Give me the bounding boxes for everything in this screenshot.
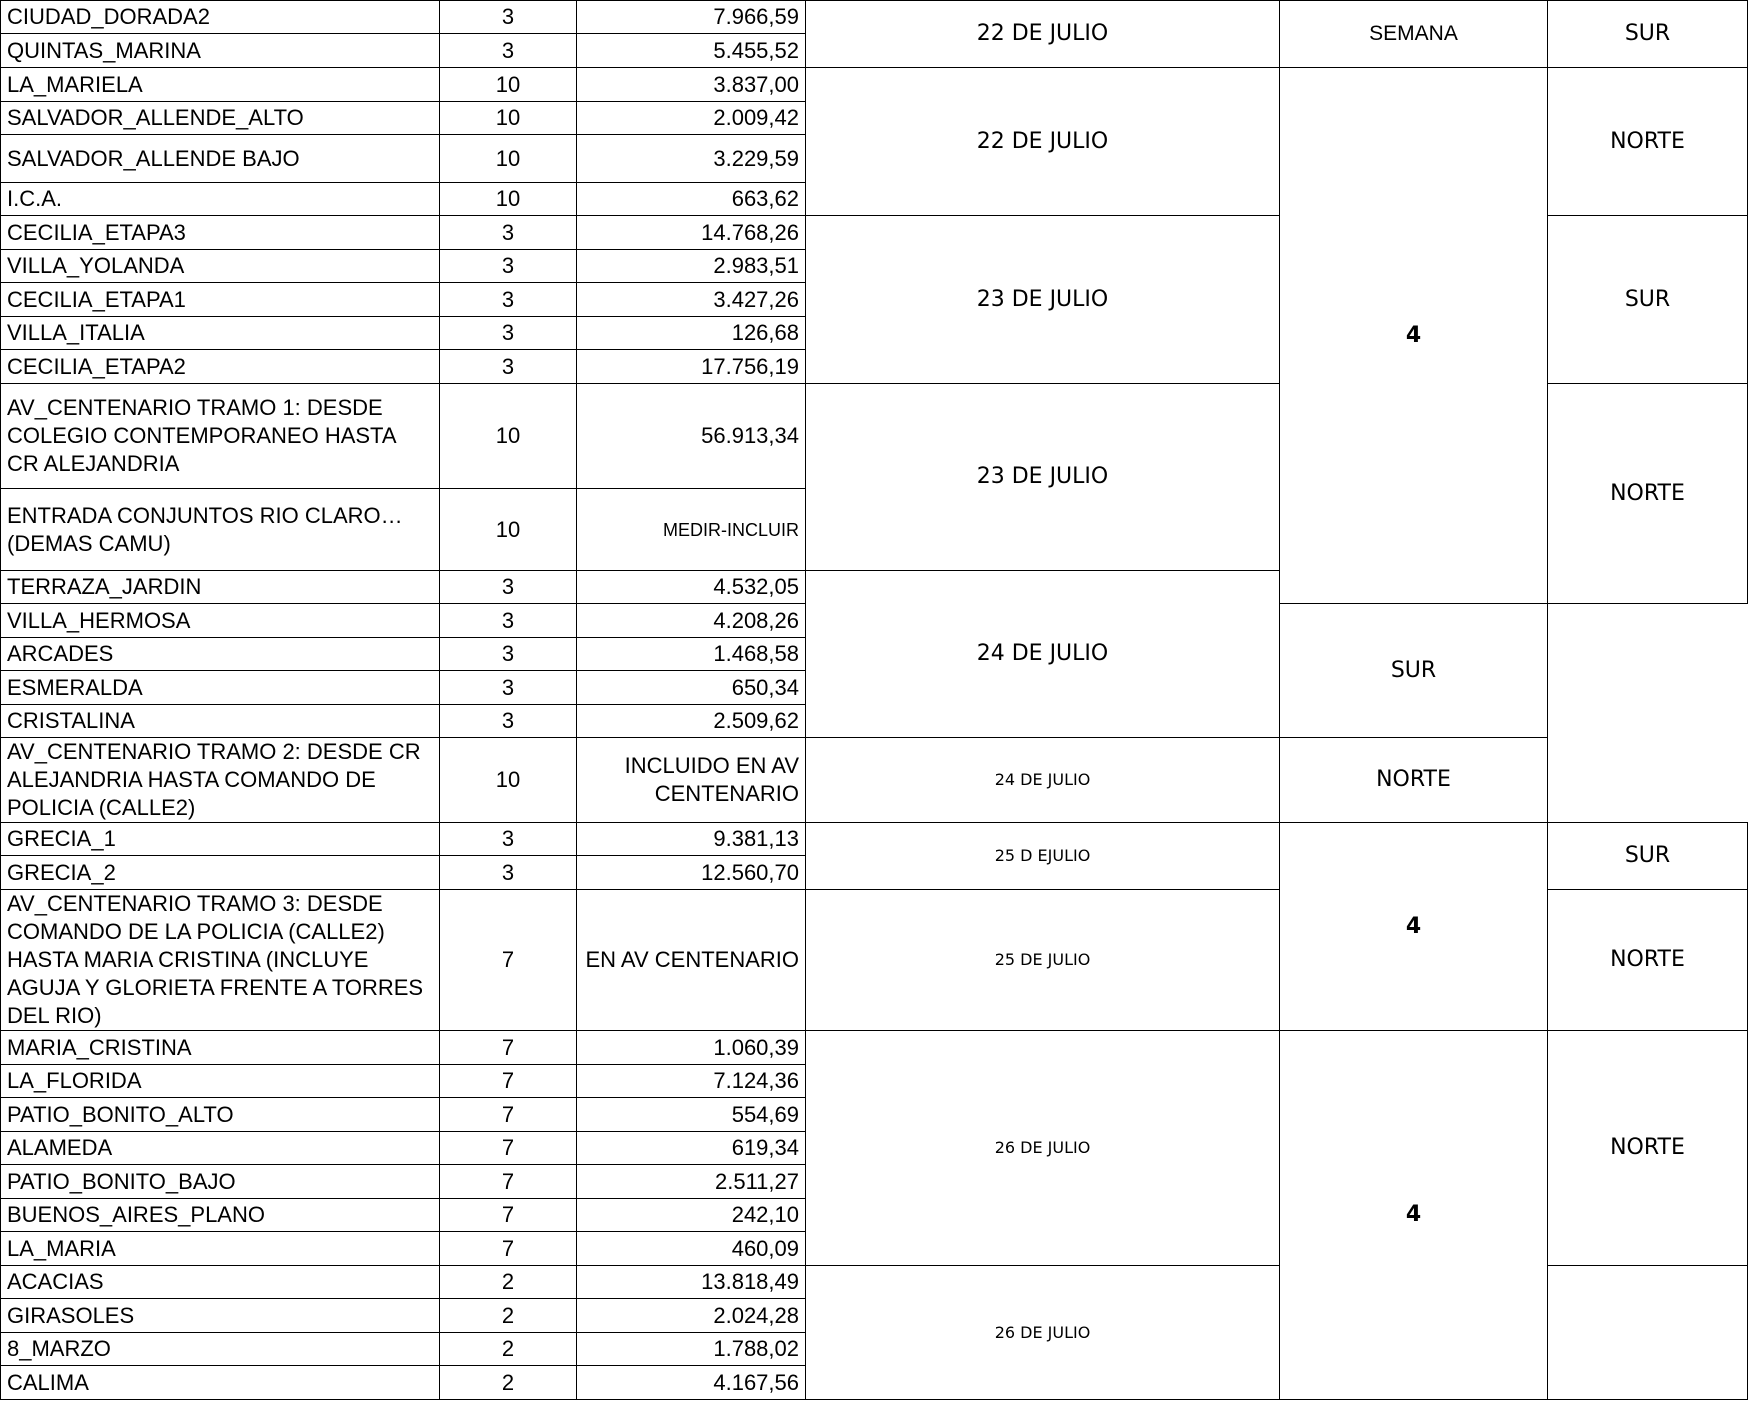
table-row [1,68,1748,102]
sector-area: 4.167,56 [577,1366,806,1400]
sector-code: 10 [440,102,577,135]
zone-cell: SUR [1280,604,1548,738]
sector-area: 9.381,13 [577,823,806,856]
sector-name: PATIO_BONITO_BAJO [1,1165,440,1199]
sector-code: 3 [440,350,577,384]
sector-name: CIUDAD_DORADA2 [1,1,440,34]
sector-area: 56.913,34 [577,384,806,489]
zone-cell: NORTE [1280,738,1548,823]
table-row [1,1031,1748,1065]
sector-code: 2 [440,1266,577,1299]
sector-code: 10 [440,384,577,489]
sector-name: CRISTALINA [1,705,440,738]
sector-name: CECILIA_ETAPA3 [1,216,440,250]
date-cell: 25 DE JULIO [806,890,1280,1031]
sector-code: 10 [440,738,577,823]
sector-area: 4.208,26 [577,604,806,638]
sector-code: 7 [440,890,577,1031]
sector-name: 8_MARZO [1,1333,440,1366]
sector-area: 17.756,19 [577,350,806,384]
date-cell: 24 DE JULIO [806,738,1280,823]
date-cell: 25 D EJULIO [806,823,1280,890]
sector-name: VILLA_ITALIA [1,317,440,350]
sector-code: 3 [440,216,577,250]
date-cell: 26 DE JULIO [806,1266,1280,1400]
sector-name: VILLA_YOLANDA [1,250,440,283]
zone-cell: NORTE [1548,1031,1748,1266]
sector-area: 13.818,49 [577,1266,806,1299]
sector-name: CECILIA_ETAPA1 [1,283,440,317]
date-cell: 24 DE JULIO [806,571,1280,738]
week-number: 4 [1280,68,1548,604]
sector-area: 650,34 [577,671,806,705]
sector-name: ARCADES [1,638,440,671]
sector-area: 4.532,05 [577,571,806,604]
sector-code: 3 [440,638,577,671]
sector-name: AV_CENTENARIO TRAMO 1: DESDE COLEGIO CONTEMPORANEO HASTA CR ALEJANDRIA [1,384,440,489]
sector-name: QUINTAS_MARINA [1,34,440,68]
sector-code: 7 [440,1232,577,1266]
sector-area: 7.966,59 [577,1,806,34]
sector-area-text: EN AV CENTENARIO [585,947,799,972]
sector-code: 2 [440,1333,577,1366]
sector-code: 10 [440,489,577,571]
sector-code: 7 [440,1165,577,1199]
sector-code: 3 [440,856,577,890]
date-cell: 22 DE JULIO [806,68,1280,216]
sector-name: GRECIA_2 [1,856,440,890]
sector-name: LA_MARIELA [1,68,440,102]
zone-cell: NORTE [1548,890,1748,1031]
sector-code: 7 [440,1132,577,1165]
sector-area: 12.560,70 [577,856,806,890]
sector-name: CALIMA [1,1366,440,1400]
sector-area: 2.009,42 [577,102,806,135]
sector-area: 1.060,39 [577,1031,806,1065]
zone-cell [1548,1266,1748,1400]
sector-area: 619,34 [577,1132,806,1165]
sector-code: 2 [440,1366,577,1400]
sector-area: 3.427,26 [577,283,806,317]
sector-name: I.C.A. [1,183,440,216]
sector-code: 10 [440,68,577,102]
sector-name: LA_FLORIDA [1,1065,440,1098]
sector-code: 7 [440,1098,577,1132]
sector-name: VILLA_HERMOSA [1,604,440,638]
sector-code: 7 [440,1065,577,1098]
sector-code: 3 [440,571,577,604]
zone-cell: SUR [1548,1,1748,68]
week-header: SEMANA [1280,1,1548,68]
sector-area: 5.455,52 [577,34,806,68]
zone-cell: NORTE [1548,384,1748,604]
sector-name: PATIO_BONITO_ALTO [1,1098,440,1132]
sector-name: GIRASOLES [1,1299,440,1333]
sector-code: 3 [440,34,577,68]
sector-area: INCLUIDO EN AV CENTENARIO [577,738,806,823]
sector-area: 7.124,36 [577,1065,806,1098]
zone-cell: SUR [1548,823,1748,890]
sector-code: 3 [440,671,577,705]
sector-code: 2 [440,1299,577,1333]
sector-area: 1.788,02 [577,1333,806,1366]
sector-area: 2.024,28 [577,1299,806,1333]
sector-name: ESMERALDA [1,671,440,705]
sector-area: 3.837,00 [577,68,806,102]
week-number: 4 [1280,1031,1548,1400]
zone-cell: SUR [1548,216,1748,384]
sector-code: 3 [440,283,577,317]
sector-area: 460,09 [577,1232,806,1266]
table-row [1,738,1748,823]
table-row [1,1,1748,34]
sector-area: MEDIR-INCLUIR [577,489,806,571]
sector-name: TERRAZA_JARDIN [1,571,440,604]
sector-code: 7 [440,1031,577,1065]
sector-code: 3 [440,250,577,283]
sector-name: BUENOS_AIRES_PLANO [1,1199,440,1232]
sector-name: CECILIA_ETAPA2 [1,350,440,384]
date-cell: 23 DE JULIO [806,216,1280,384]
sector-name: SALVADOR_ALLENDE_ALTO [1,102,440,135]
sector-area: 1.468,58 [577,638,806,671]
date-cell: 23 DE JULIO [806,384,1280,571]
sector-area: 2.511,27 [577,1165,806,1199]
sector-area: 3.229,59 [577,135,806,183]
sector-code: 3 [440,317,577,350]
sector-area: 2.509,62 [577,705,806,738]
sector-area: 663,62 [577,183,806,216]
sector-area: 554,69 [577,1098,806,1132]
date-cell: 26 DE JULIO [806,1031,1280,1266]
sector-name: GRECIA_1 [1,823,440,856]
sector-code: 3 [440,823,577,856]
sector-code: 3 [440,1,577,34]
date-cell: 22 DE JULIO [806,1,1280,68]
sector-name: SALVADOR_ALLENDE BAJO [1,135,440,183]
sector-code: 3 [440,604,577,638]
sector-area: 242,10 [577,1199,806,1232]
sector-name: ACACIAS [1,1266,440,1299]
sector-name: AV_CENTENARIO TRAMO 2: DESDE CR ALEJANDRIA HASTA COMANDO DE POLICIA (CALLE2) [1,738,440,823]
sector-code: 10 [440,135,577,183]
sector-code: 3 [440,705,577,738]
sector-area: 2.983,51 [577,250,806,283]
sector-area: 126,68 [577,317,806,350]
sector-name: AV_CENTENARIO TRAMO 3: DESDE COMANDO DE LA POLICIA (CALLE2) HASTA MARIA CRISTINA (INCLUYE AGUJA Y GLORIETA FRENTE A TORRES DEL RIO) [1,890,440,1031]
sector-code: 7 [440,1199,577,1232]
sector-name: ALAMEDA [1,1132,440,1165]
sector-area: 14.768,26 [577,216,806,250]
table-row [1,823,1748,856]
week-number: 4 [1280,823,1548,1031]
sector-name: ENTRADA CONJUNTOS RIO CLARO…(DEMAS CAMU) [1,489,440,571]
sector-name: MARIA_CRISTINA [1,1031,440,1065]
sector-code: 10 [440,183,577,216]
sector-name: LA_MARIA [1,1232,440,1266]
zone-cell: NORTE [1548,68,1748,216]
sector-area [577,890,806,1031]
